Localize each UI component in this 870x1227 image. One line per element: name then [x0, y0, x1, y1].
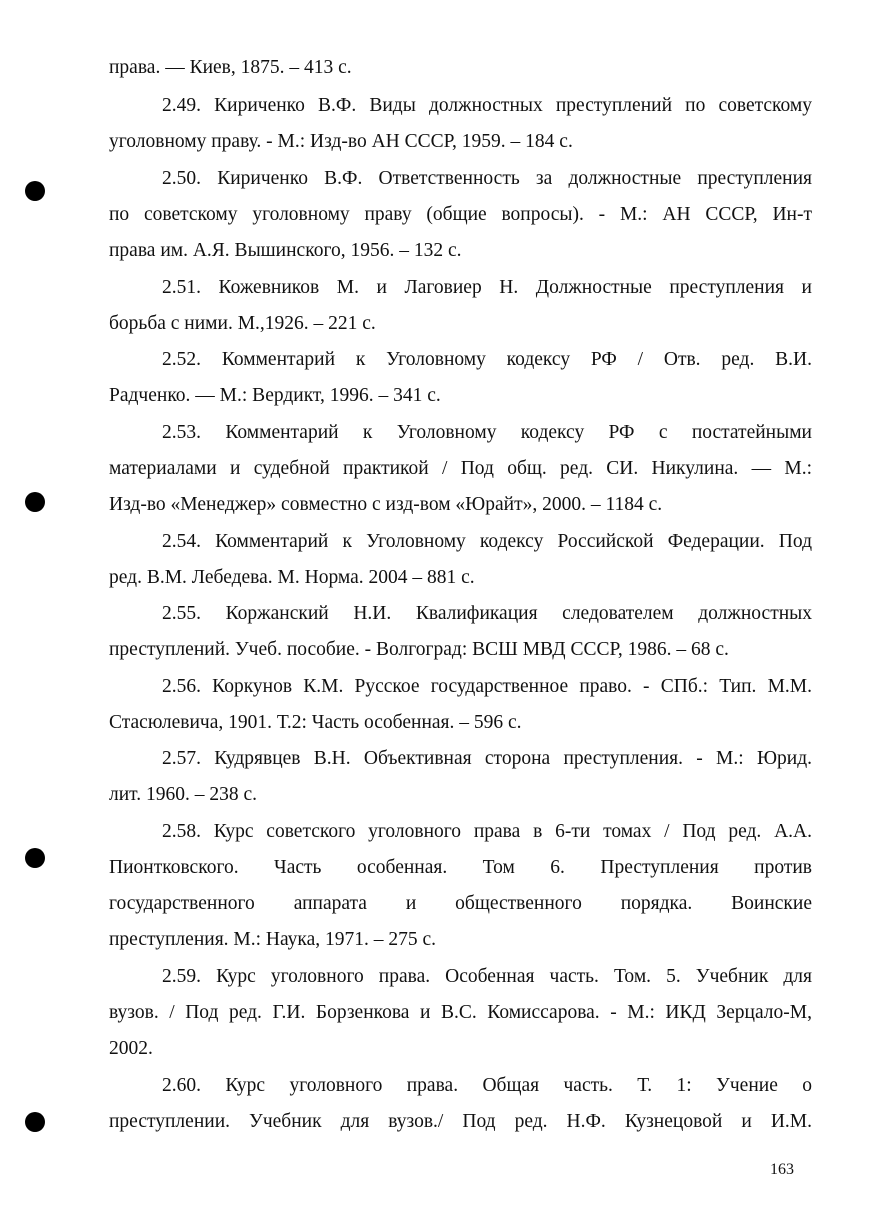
text-line: 2.53. Комментарий к Уголовному кодексу РФ с постатейными: [162, 422, 812, 443]
text-line: борьба с ними. М.,1926. – 221 с.: [109, 313, 376, 334]
text-line: Стасюлевича, 1901. Т.2: Часть особенная. – 596 с.: [109, 712, 522, 733]
text-line: 2.56. Коркунов К.М. Русское государственное право. - СПб.: Тип. М.М.: [162, 676, 812, 697]
text-line: преступления. М.: Наука, 1971. – 275 с.: [109, 929, 437, 950]
text-line: 2.51. Кожевников М. и Лаговиер Н. Должностные преступления и: [162, 277, 812, 298]
text-line: преступлений. Учеб. пособие. - Волгоград: ВСШ МВД СССР, 1986. – 68 с.: [109, 639, 729, 660]
text-line: 2.50. Кириченко В.Ф. Ответственность за должностные преступления: [162, 168, 812, 189]
text-line: вузов. / Под ред. Г.И. Борзенкова и В.С. Комиссарова. - М.: ИКД Зерцало-М,: [109, 1002, 812, 1023]
text-line: 2.49. Кириченко В.Ф. Виды должностных преступлений по советскому: [162, 95, 812, 116]
text-line: ред. В.М. Лебедева. М. Норма. 2004 – 881 с.: [109, 567, 475, 588]
text-line: 2.58. Курс советского уголовного права в 6-ти томах / Под ред. А.А.: [162, 821, 812, 842]
text-line: 2.60. Курс уголовного права. Общая часть. Т. 1: Учение о: [162, 1075, 812, 1096]
text-line: права им. А.Я. Вышинского, 1956. – 132 с.: [109, 240, 462, 261]
text-line: материалами и судебной практикой / Под общ. ред. СИ. Никулина. — М.:: [109, 458, 812, 479]
text-line: Пионтковского. Часть особенная. Том 6. Преступления против: [109, 857, 812, 878]
text-line: 2.59. Курс уголовного права. Особенная часть. Том. 5. Учебник для: [162, 966, 812, 987]
text-line: государственного аппарата и общественного порядка. Воинские: [109, 893, 812, 914]
punch-hole-2: [25, 492, 45, 512]
text-line: Изд-во «Менеджер» совместно с изд-вом «Юрайт», 2000. – 1184 с.: [109, 494, 663, 515]
text-line: 2.55. Коржанский Н.И. Квалификация следователем должностных: [162, 603, 812, 624]
text-line: лит. 1960. – 238 с.: [109, 784, 258, 805]
punch-hole-4: [25, 1112, 45, 1132]
punch-hole-3: [25, 848, 45, 868]
text-line: преступлении. Учебник для вузов./ Под ред. Н.Ф. Кузнецовой и И.М.: [109, 1111, 812, 1132]
text-line: 2.57. Кудрявцев В.Н. Объективная сторона преступления. - М.: Юрид.: [162, 748, 812, 769]
text-line: по советскому уголовному праву (общие вопросы). - М.: АН СССР, Ин-т: [109, 204, 812, 225]
text-line: Радченко. — М.: Вердикт, 1996. – 341 с.: [109, 385, 441, 406]
text-line: уголовному праву. - М.: Изд-во АН СССР, 1959. – 184 с.: [109, 131, 573, 152]
text-line: 2.54. Комментарий к Уголовному кодексу Российской Федерации. Под: [162, 531, 812, 552]
text-line: 2002.: [109, 1038, 153, 1059]
text-line: 2.52. Комментарий к Уголовному кодексу РФ / Отв. ред. В.И.: [162, 349, 812, 370]
punch-hole-1: [25, 181, 45, 201]
page-number: 163: [770, 1161, 794, 1178]
text-line: права. — Киев, 1875. – 413 с.: [109, 57, 352, 78]
